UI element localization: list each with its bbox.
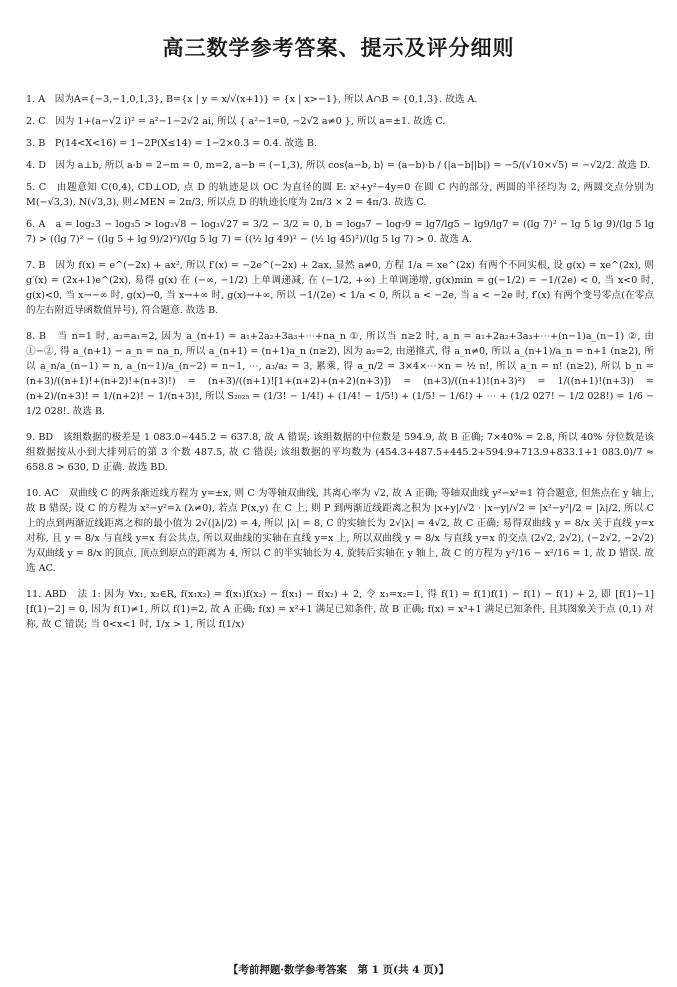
answer-item-3: 3. B P(14<X<16) = 1−2P(X≤14) = 1−2×0.3 = 0.4. 故选 B. [26, 138, 318, 149]
answer-item-6: 6. A a = log₂3 − log₃5 > log₂√8 − log₃√27 = 3/2 − 3/2 = 0, b = log₅7 − log₇9 = lg7/lg5 − lg9/lg7 = ((lg 7)² − lg 5 lg 9)/(lg 5 lg 7) > ((lg 7)² − ((lg 5 + lg 9)/2)²)/(lg 5 lg 7) = ((½ lg 49)² − (½ lg 45)²)/(lg 5 lg 7) > 0. 故选 A. [26, 219, 654, 245]
answer-item-7: 7. B 因为 f(x) = e^(−2x) + ax², 所以 f′(x) = −2e^(−2x) + 2ax, 显然 a≠0, 方程 1/a = xe^(2x) 有两个不同实根, 设 g(x) = xe^(2x), 则 g′(x) = (2x+1)e^(2x), 易得 g(x) 在 (−∞, −1/2) 上单调递减, 在 (−1/2, +∞) 上单调递增, g(x)min = g(−1/2) = −1/(2e) < 0, 当 x<0 时, g(x)<0, 当 x→−∞ 时, g(x)→0, 当 x→+∞ 时, g(x)→+∞, 所以 −1/(2e) < 1/a < 0, 所以 a < −2e, 当 a < −2e 时, f′(x) 有两个变号零点(在零点的左右附近导函数值异号), 符合题意. 故选 B. [26, 260, 654, 316]
answer-item-4: 4. D 因为 a⊥b, 所以 a·b = 2−m = 0, m=2, a−b = (−1,3), 所以 cos⟨a−b, b⟩ = (a−b)·b / (|a−b||b|) = −5/(√10×√5) = −√2/2. 故选 D. [26, 160, 651, 171]
page-title: 高三数学参考答案、提示及评分细则 [162, 36, 515, 60]
answer-item-10: 10. AC 双曲线 C 的两条渐近线方程为 y=±x, 则 C 为等轴双曲线, 其离心率为 √2, 故 A 正确; 等轴双曲线 y²−x²=1 符合题意, 但焦点在 y 轴上, 故 B 错误; 设 C 的方程为 x²−y²=λ (λ≠0), 若点 P(x,y) 在 C 上, 则 P 到两渐近线距离之积为 |x+y|/√2 · |x−y|/√2 = |x²−y²|/2 = |λ|/2, 所以 C 上的点到两渐近线距离之和的最小值为 2√(|λ|/2) = 4, 所以 |λ| = 8, C 的实轴长为 2√|λ| = 4√2, 故 C 正确; 易得双曲线 y = 8/x 关于直线 y=x 对称, 且 y = 8/x 与直线 y=x 有公共点, 所以双曲线的实轴在直线 y=x 上, 所以双曲线 y = 8/x 与直线 y=x 的交点 (2√2, 2√2), (−2√2, −2√2) 为双曲线 y = 8/x 的顶点, 顶点到原点的距离为 4, 所以 C 的半实轴长为 4, 旋转后实轴在 y 轴上, 故 C 的方程为 y²/16 − x²/16 = 1, 故 D 错误. 故选 AC. [26, 488, 654, 574]
answer-item-5: 5. C 由题意知 C(0,4), CD⊥OD, 点 D 的轨迹是以 OC 为直径的圆 E: x²+y²−4y=0 在圆 C 内的部分, 两圆的半径均为 2, 两圆交点分别为 M(−√3,3), N(√3,3), 则∠MEN = 2π/3, 所以点 D 的轨迹长度为 2π/3 × 2 = 4π/3. 故选 C. [26, 182, 654, 208]
answer-item-11: 11. ABD 法 1: 因为 ∀x₁, x₂∈R, f(x₁x₂) = f(x₁)f(x₂) − f(x₁) − f(x₂) + 2, 令 x₁=x₂=1, 得 f(1) = f(1)f(1) − f(1) − f(1) + 2, 即 [f(1)−1][f(1)−2] = 0, 因为 f(1)≠1, 所以 f(1)=2, 故 A 正确; f(x) = x²+1 满足已知条件, 故 B 正确; f(x) = x³+1 满足已知条件, 且其图象关于点 (0,1) 对称, 故 C 错误; 当 0<x<1 时, 1/x > 1, 所以 f(1/x) [26, 589, 654, 630]
answer-item-2: 2. C 因为 1+(a−√2 i)² = a²−1−2√2 ai, 所以 { a²−1=0, −2√2 a≠0 }, 所以 a=±1. 故选 C. [26, 116, 446, 127]
page-footer: 【考前押题·数学参考答案 第 1 页(共 4 页)】 [227, 964, 450, 976]
answer-body [26, 92, 654, 643]
answer-item-8: 8. B 当 n=1 时, a₂=a₁=2, 因为 a_(n+1) = a₁+2a₂+3a₃+⋯+na_n ①, 所以当 n≥2 时, a_n = a₁+2a₂+3a₃+⋯+(n−1)a_(n−1) ②, 由①−②, 得 a_(n+1) − a_n = na_n, 所以 a_(n+1) = (n+1)a_n (n≥2), 因为 a₂=2, 由递推式, 得 a_n≠0, 所以 a_(n+1)/a_n = n+1 (n≥2), 所以 a_n/a_(n−1) = n, a_(n−1)/a_(n−2) = n−1, ⋯, a₃/a₂ = 3, 累乘, 得 a_n/2 = 3×4×⋯×n = ½ n!, 所以 a_n = n! (n≥2), 所以 b_n = (n+3)/((n+1)!+(n+2)!+(n+3)!) = (n+3)/((n+1)![1+(n+2)+(n+2)(n+3)]) = (n+3)/((n+1)!(n+3)²) = 1/((n+1)!(n+3)) = (n+2)/(n+3)! = 1/(n+2)! − 1/(n+3)!, 所以 S₂₀₂₅ = (1/3! − 1/4!) + (1/4! − 1/5!) + (1/5! − 1/6!) + ⋯ + (1/2 027! − 1/2 028!) = 1/6 − 1/2 028!. 故选 B. [26, 331, 654, 417]
answer-item-1: 1. A 因为A={−3,−1,0,1,3}, B={x | y = x/√(x+1)} = {x | x>−1}, 所以 A∩B = {0,1,3}. 故选 A. [26, 94, 478, 105]
answer-item-9: 9. BD 该组数据的极差是 1 083.0−445.2 = 637.8, 故 A 错误; 该组数据的中位数是 594.9, 故 B 正确; 7×40% = 2.8, 所以 40% 分位数是该组数据按从小到大排列后的第 3 个数 487.5, 故 C 错误; 该组数据的平均数为 (454.3+487.5+445.2+594.9+713.9+833.1+1 083.0)/7 ≈ 658.8 > 630, D 正确. 故选 BD. [26, 432, 654, 473]
